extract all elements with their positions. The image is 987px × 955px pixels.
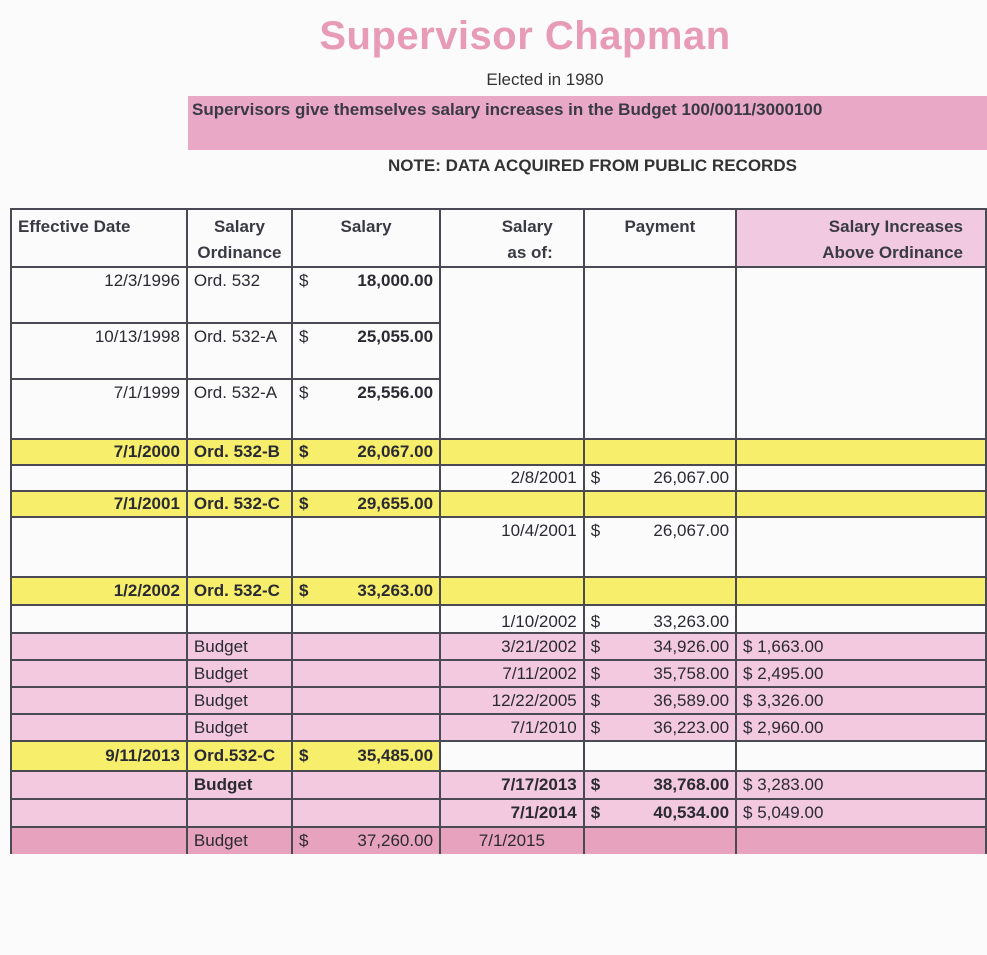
table-row [11,633,986,660]
payment-cell [584,267,736,439]
table-row [11,605,986,633]
public-records-note: NOTE: DATA ACQUIRED FROM PUBLIC RECORDS [388,156,797,175]
salary-cell: $ 18,000.00 [292,267,440,323]
asof-cell: 7/17/2013 [440,771,584,799]
table-row [11,687,986,714]
asof-cell: 3/21/2002 [440,633,584,660]
asof-cell: 7/1/2015 [440,827,584,854]
salary-table [10,208,987,854]
table-header-row [11,209,986,267]
ordinance-cell: Budget [187,660,292,687]
payment-cell: $ 33,263.00 [584,605,736,633]
ordinance-cell: Ord. 532 [187,267,292,323]
asof-cell: 7/1/2010 [440,714,584,741]
effective-date-cell: 7/1/2001 [11,491,187,517]
salary-cell: $ 33,263.00 [292,577,440,605]
budget-banner [188,96,987,150]
payment-cell: $ 34,926.00 [584,633,736,660]
effective-date-cell: 12/3/1996 [11,267,187,323]
header-payment: Payment [584,209,736,267]
increase-cell: $ 5,049.00 [736,799,986,827]
salary-cell: $ 37,260.00 [292,827,440,854]
effective-date-cell: 10/13/1998 [11,323,187,379]
salary-cell: $ 25,556.00 [292,379,440,439]
table-row [11,267,986,323]
increase-cell: $ 2,960.00 [736,714,986,741]
asof-cell: 2/8/2001 [440,465,584,491]
effective-date-cell: 9/11/2013 [11,741,187,771]
asof-cell: 1/10/2002 [440,605,584,633]
ordinance-cell: Ord.532-C [187,741,292,771]
ordinance-cell: Budget [187,827,292,854]
payment-cell: $ 40,534.00 [584,799,736,827]
asof-cell: 7/1/2014 [440,799,584,827]
salary-cell: $ 35,485.00 [292,741,440,771]
table-row [11,714,986,741]
salary-cell: $ 29,655.00 [292,491,440,517]
increase-cell: $ 3,283.00 [736,771,986,799]
table-row [11,741,986,771]
increase-cell: $ 1,663.00 [736,633,986,660]
header-effective-date: Effective Date [11,209,187,267]
header-salary: Salary [292,209,440,267]
page-title: Supervisor Chapman [319,14,731,58]
ordinance-cell: Ord. 532-C [187,577,292,605]
table-row [11,577,986,605]
payment-cell: $ 36,589.00 [584,687,736,714]
table-row [11,799,986,827]
elected-subtitle: Elected in 1980 [486,70,604,89]
table-row [11,465,986,491]
table-row [11,491,986,517]
salary-cell: $ 25,055.00 [292,323,440,379]
table-row [11,660,986,687]
asof-cell: 12/22/2005 [440,687,584,714]
effective-date-cell: 1/2/2002 [11,577,187,605]
asof-cell: 7/11/2002 [440,660,584,687]
table-row [11,439,986,465]
payment-cell: $ 26,067.00 [584,517,736,577]
ordinance-cell: Budget [187,714,292,741]
effective-date-cell: 7/1/1999 [11,379,187,439]
increase-cell: $ 3,326.00 [736,687,986,714]
ordinance-cell: Ord. 532-C [187,491,292,517]
increase-cell [736,267,986,439]
ordinance-cell: Ord. 532-A [187,379,292,439]
salary-cell: $ 26,067.00 [292,439,440,465]
ordinance-cell: Budget [187,687,292,714]
header-salary-increases: Salary Increases Above Ordinance [736,209,986,267]
banner-text: Supervisors give themselves salary increases in the Budget 100/0011/3000100 [192,100,823,119]
payment-cell: $ 26,067.00 [584,465,736,491]
asof-cell: 10/4/2001 [440,517,584,577]
ordinance-cell: Budget [187,633,292,660]
payment-cell: $ 35,758.00 [584,660,736,687]
ordinance-cell: Ord. 532-B [187,439,292,465]
asof-cell [440,267,584,439]
header-salary-ordinance: Salary Ordinance [187,209,292,267]
header-salary-as-of: Salary as of: [440,209,584,267]
table-row [11,827,986,854]
payment-cell: $ 36,223.00 [584,714,736,741]
payment-cell: $ 38,768.00 [584,771,736,799]
table-row [11,517,986,577]
ordinance-cell: Budget [187,771,292,799]
increase-cell: $ 2,495.00 [736,660,986,687]
ordinance-cell: Ord. 532-A [187,323,292,379]
table-row [11,771,986,799]
effective-date-cell: 7/1/2000 [11,439,187,465]
